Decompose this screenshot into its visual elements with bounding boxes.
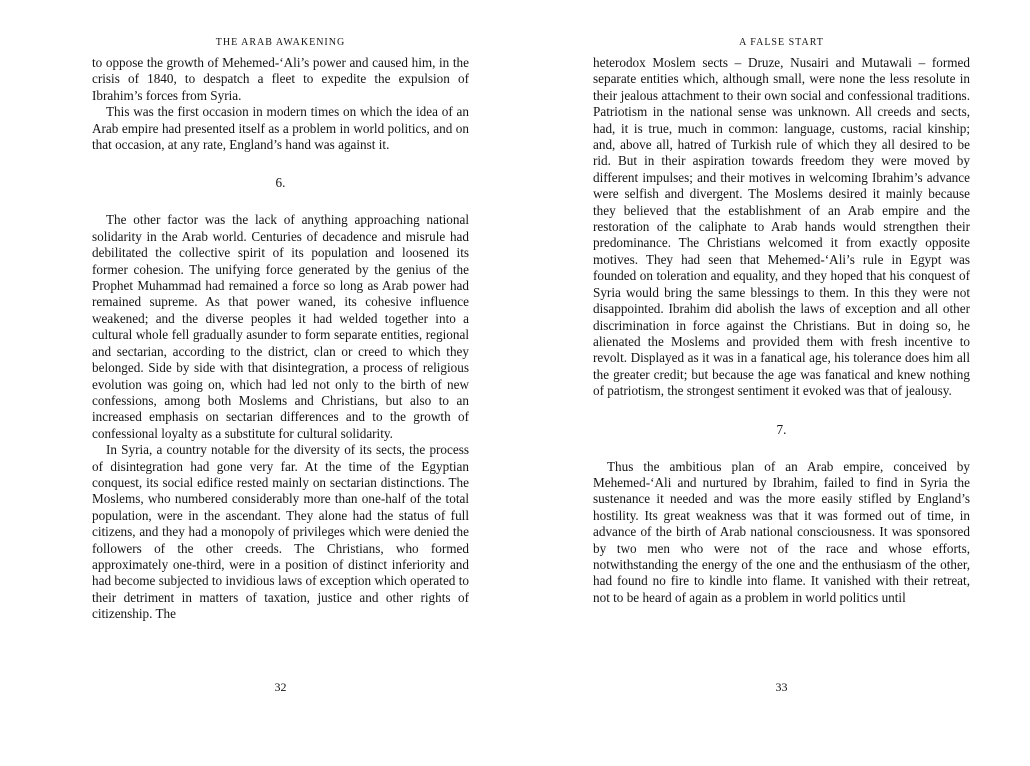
paragraph: In Syria, a country notable for the diversity of its sects, the process of disintegration had gone very far. At the time of the Egyptian conquest, its social edifice rested mainly on sectarian distinctions. The Moslems, who numbered considerably more than one-half of the total population, were in the ascendant. They alone had the status of full citizens, and they had a monopoly of privileges which were denied the followers of the other creeds. The Christians, who formed approximately one-third, were in a position of distinct inferiority and had become subjected to invidious laws of exception which operated to their detriment in matters of taxation, justice and other rights of citizenship. The (92, 442, 469, 622)
paragraph: to oppose the growth of Mehemed-‘Ali’s power and caused him, in the crisis of 1840, to despatch a fleet to expedite the expulsion of Ibrahim’s forces from Syria. (92, 55, 469, 103)
paragraph: Thus the ambitious plan of an Arab empire, conceived by Mehemed-‘Ali and nurtured by Ibrahim, failed to find in Syria the sustenance it needed and was the more easily stifled by England’s hostility. Its great weakness was that it was formed out of time, in advance of the birth of Arab national consciousness. It was sponsored by two men who were not of the race and whose efforts, notwithstanding the energy of the one and the enthusiasm of the other, had found no fire to kindle into flame. It vanished with their retreat, not to be heard of again as a problem in world politics until (593, 458, 970, 605)
paragraph: This was the first occasion in modern times on which the idea of an Arab empire had presented itself as a problem in world politics, and on that occasion, at any rate, England’s hand was against it. (92, 104, 469, 153)
page-number-left: 32 (274, 680, 287, 694)
page-number-right: 33 (775, 680, 788, 694)
paragraph: The other factor was the lack of anything approaching national solidarity in the Arab world. Centuries of decadence and misrule had debilitated the collective spirit of its population and loosened its former cohesion. The unifying force generated by the genius of the Prophet Muhammad had remained a force so long as Arab power had remained supreme. As that power waned, its cohesive influence weakened; and the diverse peoples it had welded together into a cultural whole fell gradually asunder to form separate entities, regional and sectarian, according to the district, clan or creed to which they belonged. Side by side with that disintegration, a process of religious evolution was going on, which had led not only to the birth of new confessions, among both Moslems and Christians, but also to an increased emphasis on sectarian differences and to the growth of confessional loyalty as a substitute for cultural solidarity. (92, 212, 469, 441)
section-number: 7. (776, 421, 787, 437)
left-page-body (92, 55, 469, 623)
running-head-left: THE ARAB AWAKENING (215, 37, 346, 48)
section-number: 6. (275, 175, 286, 191)
right-page-body (593, 55, 970, 606)
running-head-right: A FALSE START (739, 37, 824, 48)
paragraph: heterodox Moslem sects – Druze, Nusairi and Mutawali – formed separate entities which, although small, were none the less resolute in their jealous attachment to their own social and confessional traditions. Patriotism in the national sense was unknown. All creeds and sects, had, it is true, much in common: language, customs, racial kinship; and, above all, hatred of Turkish rule of which they all desired to be rid. But in their aspiration towards freedom they were moved by different impulses; and their motives in welcoming Ibrahim’s advance were selfish and divergent. The Moslems desired it mainly because they believed that the establishment of an Arab empire and the restoration of the caliphate to Arab hands would strengthen their predominance. The Christians welcomed it from exactly opposite motives. They had seen that Mehemed-‘Ali’s rule in Egypt was founded on toleration and equality, and they hoped that his conquest of Syria would bring the same blessings to them. In this they were not disappointed. Ibrahim did abolish the laws of exception and all other discrimination in force against the Christians. But in doing so, he alienated the Moslems and provided them with fresh incentive to revolt. Displayed as it was in a fanatical age, his tolerance does him all the greater credit; but because the age was fanatical and knew nothing of patriotism, the strongest sentiment it evoked was that of jealousy. (593, 55, 970, 399)
